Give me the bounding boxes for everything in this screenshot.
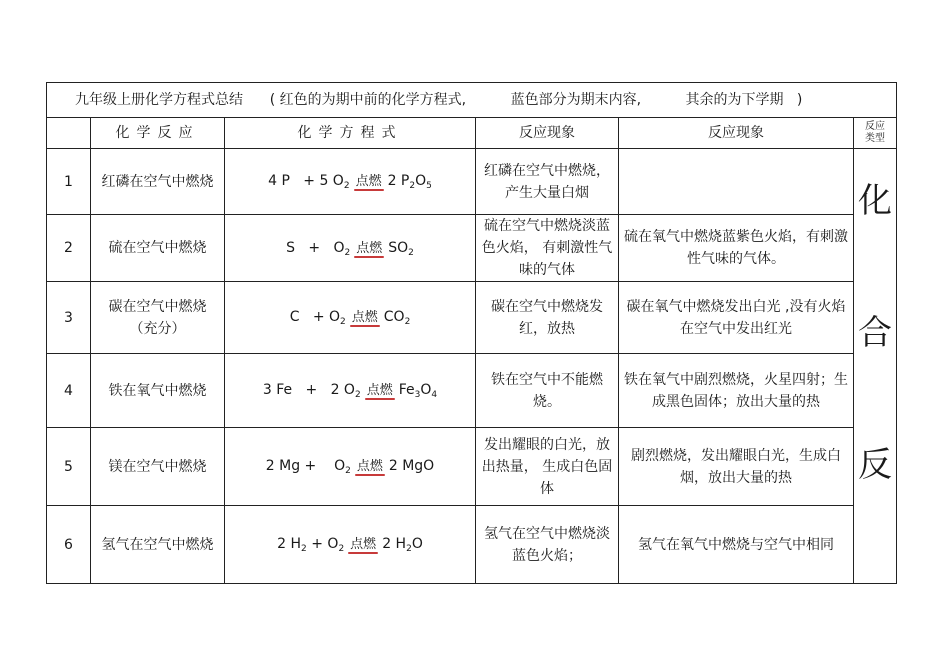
- condition-ignite: 点燃: [356, 238, 382, 260]
- phenomenon-oxygen: 铁在氧气中剧烈燃烧，火星四射；生成黑色固体；放出大量的热: [619, 354, 854, 428]
- phenomenon-oxygen: [619, 149, 854, 215]
- reaction-name: 硫在空气中燃烧: [91, 215, 225, 282]
- header-type-line1: 反应: [865, 121, 885, 132]
- header-reaction: 化学反应: [91, 118, 225, 149]
- equation: 2 $H_2 + O_2$ 点燃 2 $H_2O$: [225, 506, 476, 584]
- row-number: 5: [47, 428, 91, 506]
- row-number: 4: [47, 354, 91, 428]
- equation: $C + O_2$ 点燃 $CO_2$: [225, 282, 476, 354]
- phenomenon-oxygen: 硫在氧气中燃烧蓝紫色火焰，有刺激性气味的气体。: [619, 215, 854, 282]
- phenomenon-air: 发出耀眼的白光，放出热量， 生成白色固体: [476, 428, 619, 506]
- type-char-3: 反: [858, 445, 892, 485]
- phenomenon-air: 铁在空气中不能燃烧。: [476, 354, 619, 428]
- reaction-type-cell: [854, 149, 897, 584]
- equations-table: [46, 82, 897, 584]
- header-row: [47, 118, 897, 149]
- header-index: [47, 118, 91, 149]
- row-number: 6: [47, 506, 91, 584]
- phenomenon-air: 碳在空气中燃烧发红，放热: [476, 282, 619, 354]
- reaction-name: 碳在空气中燃烧（充分）: [91, 282, 225, 354]
- phenomenon-air: 红磷在空气中燃烧，产生大量白烟: [476, 149, 619, 215]
- condition-ignite: 点燃: [350, 534, 376, 556]
- condition-ignite: 点燃: [352, 307, 378, 329]
- condition-ignite: 点燃: [357, 456, 383, 478]
- phenomenon-oxygen: 氢气在氧气中燃烧与空气中相同: [619, 506, 854, 584]
- reaction-name: 红磷在空气中燃烧: [91, 149, 225, 215]
- table-row: [47, 506, 897, 584]
- table-row: [47, 282, 897, 354]
- condition-ignite: 点燃: [356, 171, 382, 193]
- phenomenon-air: 硫在空气中燃烧淡蓝色火焰， 有刺激性气味的气体: [476, 215, 619, 282]
- condition-ignite: 点燃: [367, 380, 393, 402]
- header-phenomenon-2: 反应现象: [619, 118, 854, 149]
- phenomenon-air: 氢气在空气中燃烧淡蓝色火焰；: [476, 506, 619, 584]
- equation: 2 Mg + $O_2$ 点燃 2 MgO: [225, 428, 476, 506]
- equation: 4 P + 5 $O_2$ 点燃 2 $P_2O_5$: [225, 149, 476, 215]
- header-type: [854, 118, 897, 149]
- equation: $S + O_2$ 点燃 $SO_2$: [225, 215, 476, 282]
- table-row: [47, 215, 897, 282]
- phenomenon-oxygen: 碳在氧气中燃烧发出白光 ,没有火焰 在空气中发出红光: [619, 282, 854, 354]
- type-char-1: 化: [858, 181, 892, 221]
- reaction-name: 铁在氧气中燃烧: [91, 354, 225, 428]
- table-row: [47, 428, 897, 506]
- header-phenomenon-1: 反应现象: [476, 118, 619, 149]
- table-row: [47, 149, 897, 215]
- row-number: 3: [47, 282, 91, 354]
- header-equation: 化学方程式: [225, 118, 476, 149]
- page-title: 九年级上册化学方程式总结 ( 红色的为期中前的化学方程式, 蓝色部分为期末内容, 其余的为下学期 ): [47, 83, 897, 118]
- table-row: [47, 354, 897, 428]
- row-number: 1: [47, 149, 91, 215]
- equation: 3 Fe + 2 $O_2$ 点燃 $Fe_3O_4$: [225, 354, 476, 428]
- header-type-line2: 类型: [865, 133, 885, 144]
- reaction-name: 镁在空气中燃烧: [91, 428, 225, 506]
- type-char-2: 合: [858, 313, 892, 353]
- reaction-name: 氢气在空气中燃烧: [91, 506, 225, 584]
- phenomenon-oxygen: 剧烈燃烧，发出耀眼白光，生成白烟，放出大量的热: [619, 428, 854, 506]
- row-number: 2: [47, 215, 91, 282]
